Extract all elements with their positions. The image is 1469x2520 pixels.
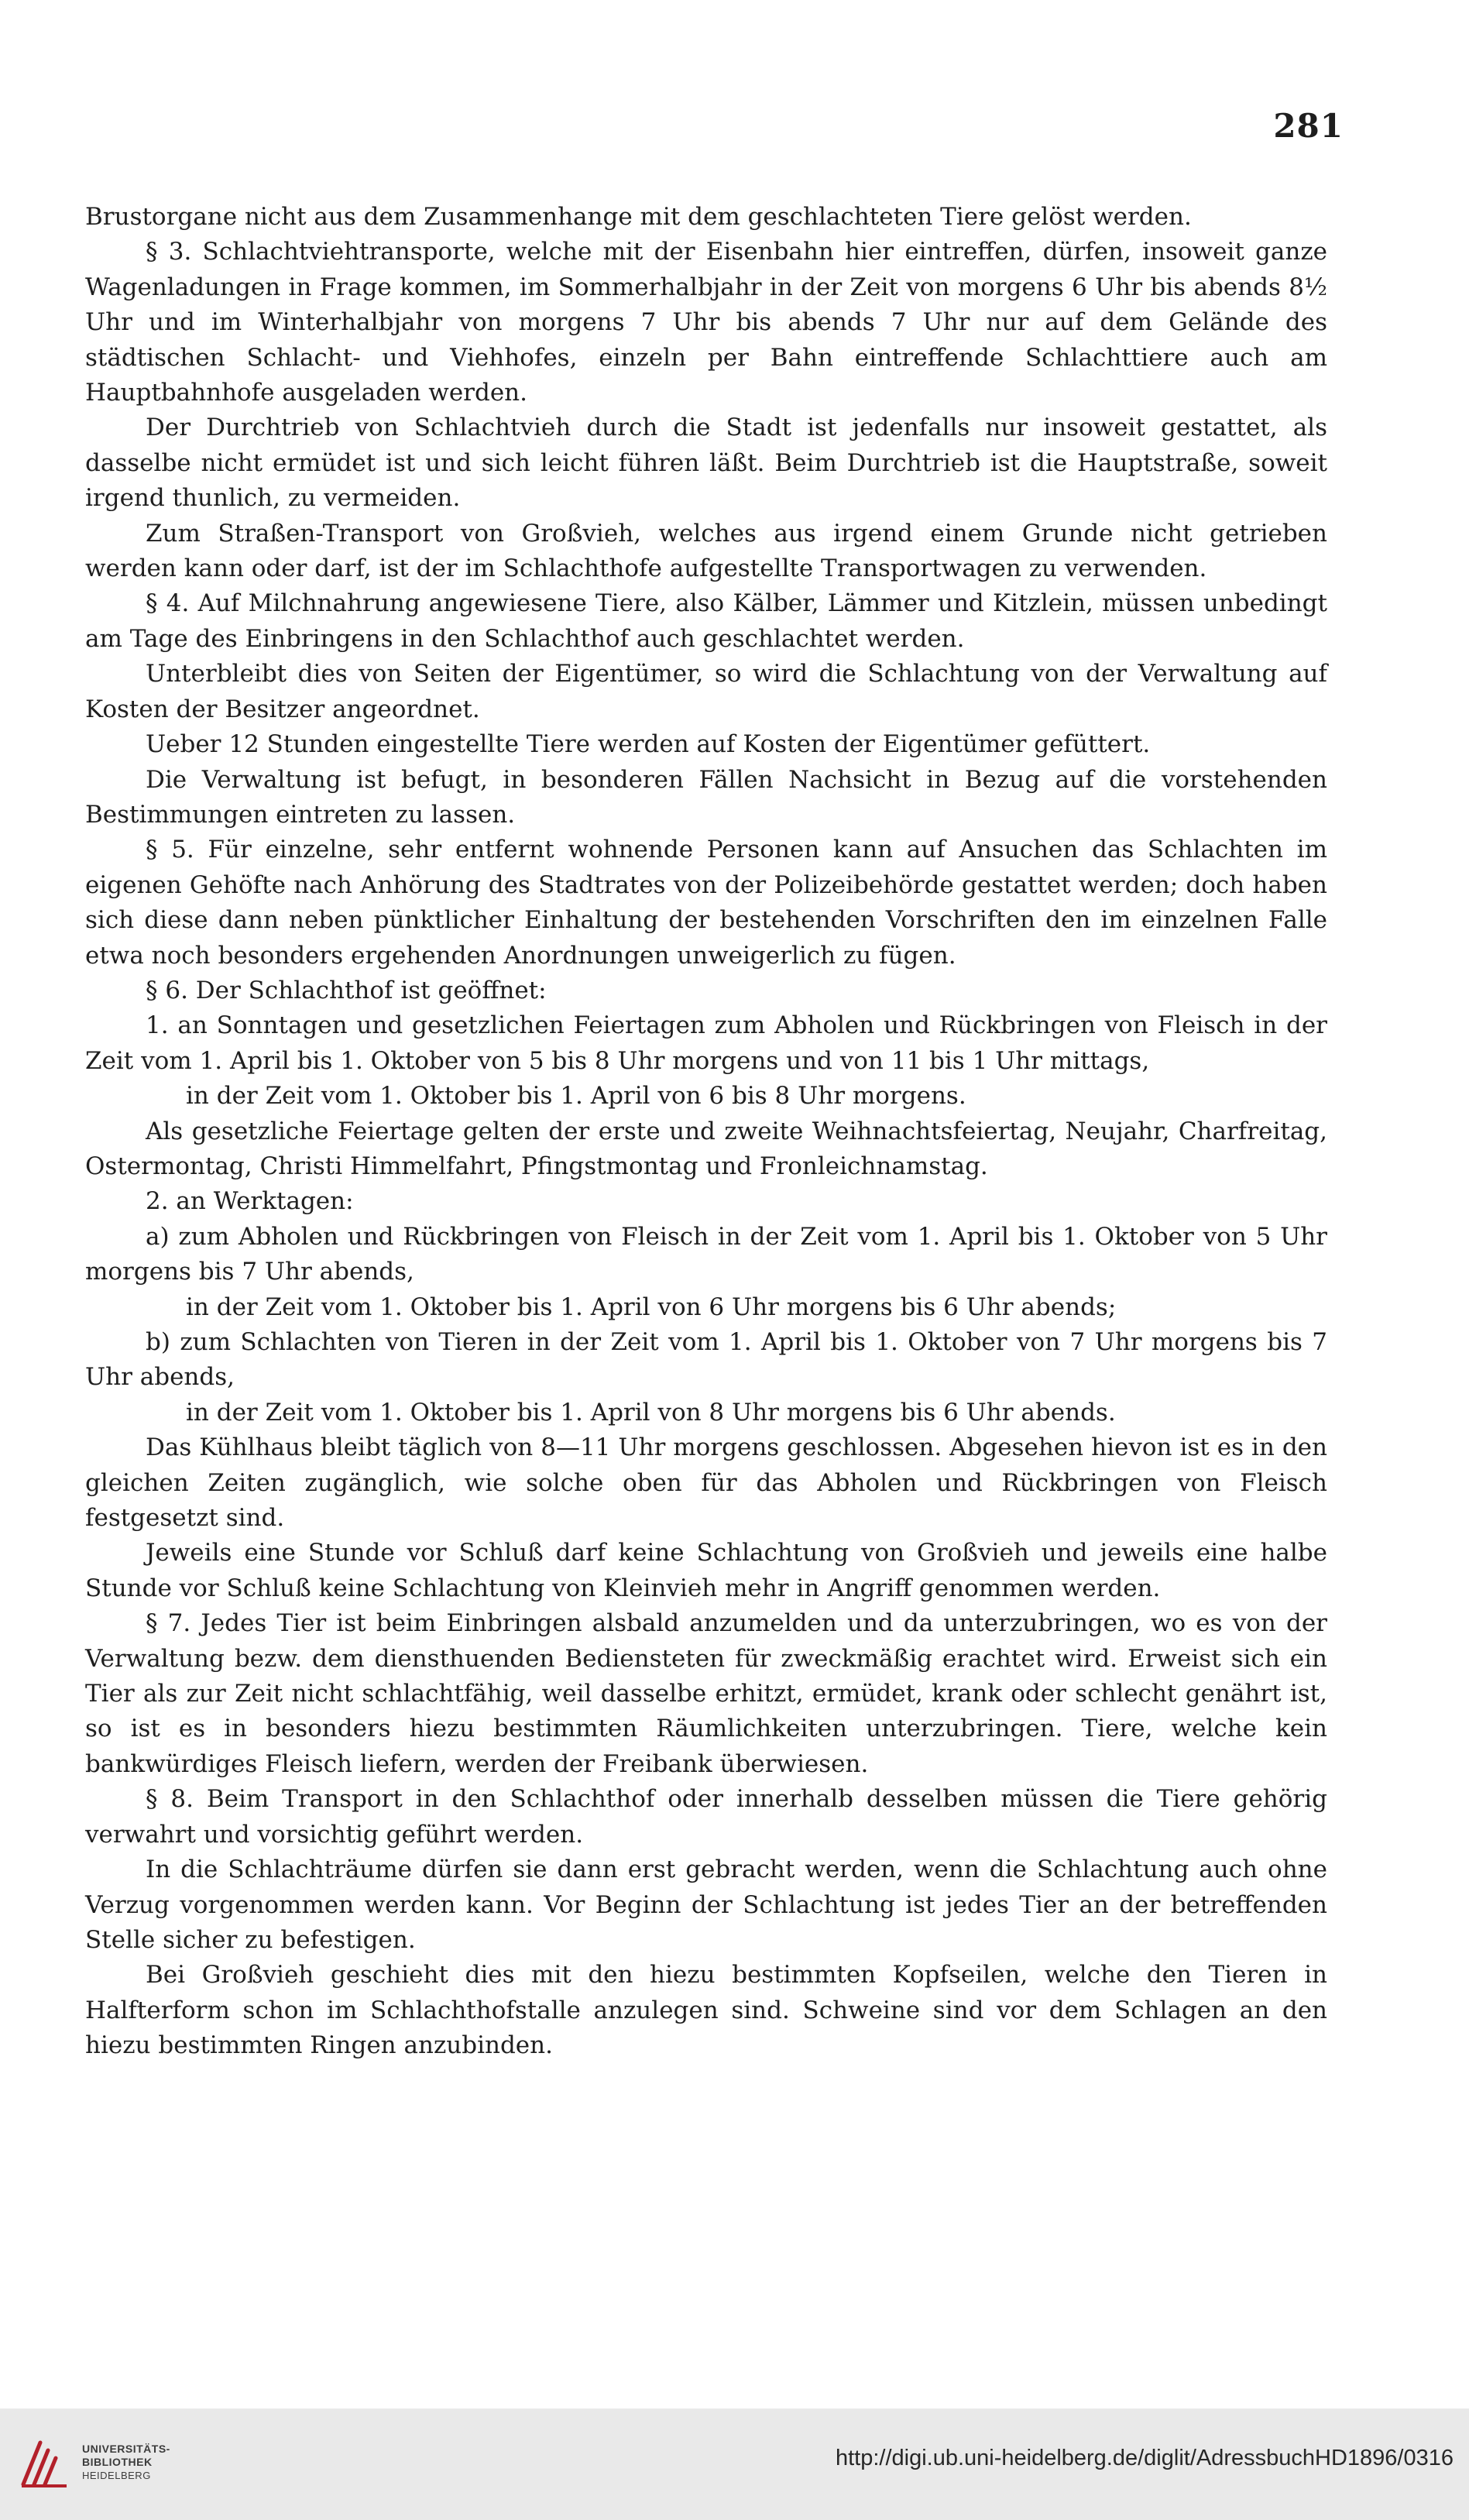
paragraph: § 4. Auf Milchnahrung angewiesene Tiere, also Kälber, Lämmer und Kitzlein, müssen unbedingt am Tage des Einbringens in den Schlachthof auch geschlachtet werden.	[85, 589, 1327, 653]
document-body	[85, 200, 1327, 2064]
paragraph: in der Zeit vom 1. Oktober bis 1. April von 6 Uhr morgens bis 6 Uhr abends;	[186, 1293, 1117, 1321]
paragraph: in der Zeit vom 1. Oktober bis 1. April von 8 Uhr morgens bis 6 Uhr abends.	[186, 1398, 1116, 1427]
source-url-link[interactable]: http://digi.ub.uni-heidelberg.de/diglit/AdressbuchHD1896/0316	[835, 2446, 1454, 2470]
paragraph: § 6. Der Schlachthof ist geöffnet:	[146, 976, 547, 1004]
paragraph: Die Verwaltung ist befugt, in besonderen Fällen Nachsicht in Bezug auf die vorstehenden Bestimmungen eintreten zu lassen.	[85, 765, 1327, 829]
paragraph: Brustorgane nicht aus dem Zusammenhange mit dem geschlachteten Tiere gelöst werden.	[85, 203, 1192, 231]
paragraph: 1. an Sonntagen und gesetzlichen Feiertagen zum Abholen und Rückbringen von Fleisch in der Zeit vom 1. April bis 1. Oktober von 5 bis 8 Uhr morgens und von 11 bis 1 Uhr mittags,	[85, 1011, 1327, 1075]
library-name-line1: UNIVERSITÄTS-	[82, 2443, 170, 2455]
paragraph: In die Schlachträume dürfen sie dann erst gebracht werden, wenn die Schlachtung auch ohne Verzug vorgenommen werden kann. Vor Beginn der Schlachtung ist jedes Tier an der betreffenden Stelle sicher zu befestigen.	[85, 1856, 1327, 1954]
footer-bar	[0, 2408, 1469, 2520]
paragraph: Als gesetzliche Feiertage gelten der erste und zweite Weihnachtsfeiertag, Neujahr, Charfreitag, Ostermontag, Christi Himmelfahrt, Pfingstmontag und Fronleichnamstag.	[85, 1117, 1327, 1180]
paragraph: Jeweils eine Stunde vor Schluß darf keine Schlachtung von Großvieh und jeweils eine halbe Stunde vor Schluß keine Schlachtung von Kleinvieh mehr in Angriff genommen werden.	[85, 1539, 1327, 1602]
paragraph: § 7. Jedes Tier ist beim Einbringen alsbald anzumelden und da unterzubringen, wo es von der Verwaltung bezw. dem diensthuenden Bediensteten für zweckmäßig erachtet wird. Erweist sich ein Tier als zur Zeit nicht schlachtfähig, weil dasselbe erhitzt, ermüdet, krank oder schlecht genährt ist, so ist es in besonders hiezu bestimmten Räumlichkeiten unterzubringen. Tiere, welche kein bankwürdiges Fleisch liefern, werden der Freibank überwiesen.	[85, 1609, 1327, 1778]
paragraph: Ueber 12 Stunden eingestellte Tiere werden auf Kosten der Eigentümer gefüttert.	[146, 730, 1151, 759]
paragraph: Zum Straßen-Transport von Großvieh, welches aus irgend einem Grunde nicht getrieben werden kann oder darf, ist der im Schlachthofe aufgestellte Transportwagen zu verwenden.	[85, 519, 1327, 583]
library-logo-text	[82, 2443, 170, 2482]
paragraph: Das Kühlhaus bleibt täglich von 8—11 Uhr morgens geschlossen. Abgesehen hievon ist es in den gleichen Zeiten zugänglich, wie solche oben für das Abholen und Rückbringen von Fleisch festgesetzt sind.	[85, 1433, 1327, 1533]
page-number: 281	[1273, 107, 1344, 145]
paragraph: § 8. Beim Transport in den Schlachthof oder innerhalb desselben müssen die Tiere gehörig verwahrt und vorsichtig geführt werden.	[85, 1785, 1327, 1849]
paragraph: a) zum Abholen und Rückbringen von Fleisch in der Zeit vom 1. April bis 1. Oktober von 5 Uhr morgens bis 7 Uhr abends,	[85, 1222, 1327, 1286]
paragraph: b) zum Schlachten von Tieren in der Zeit vom 1. April bis 1. Oktober von 7 Uhr morgens bis 7 Uhr abends,	[85, 1328, 1327, 1392]
paragraph: Bei Großvieh geschieht dies mit den hiezu bestimmten Kopfseilen, welche den Tieren in Halfterform schon im Schlachthofstalle anzulegen sind. Schweine sind vor dem Schlagen an den hiezu bestimmten Ringen anzubinden.	[85, 1961, 1327, 2060]
paragraph: in der Zeit vom 1. Oktober bis 1. April von 6 bis 8 Uhr morgens.	[186, 1082, 966, 1111]
library-name-line3: HEIDELBERG	[82, 2470, 151, 2481]
paragraph: § 5. Für einzelne, sehr entfernt wohnende Personen kann auf Ansuchen das Schlachten im eigenen Gehöfte nach Anhörung des Stadtrates von der Polizeibehörde gestattet werden; doch haben sich diese dann neben pünktlicher Einhaltung der bestehenden Vorschriften den im einzelnen Falle etwa noch besonders ergehenden Anordnungen unweigerlich zu fügen.	[85, 836, 1327, 970]
paragraph: Unterbleibt dies von Seiten der Eigentümer, so wird die Schlachtung von der Verwaltung auf Kosten der Besitzer angeordnet.	[85, 660, 1327, 723]
university-seal-icon	[17, 2436, 71, 2491]
paragraph: 2. an Werktagen:	[146, 1187, 354, 1216]
paragraph: Der Durchtrieb von Schlachtvieh durch die Stadt ist jedenfalls nur insoweit gestattet, als dasselbe nicht ermüdet ist und sich leicht führen läßt. Beim Durchtrieb ist die Hauptstraße, soweit irgend thunlich, zu vermeiden.	[85, 414, 1327, 513]
paragraph: § 3. Schlachtviehtransporte, welche mit der Eisenbahn hier eintreffen, dürfen, insoweit ganze Wagenladungen in Frage kommen, im Sommerhalbjahr in der Zeit von morgens 6 Uhr bis abends 8½ Uhr und im Winterhalbjahr von morgens 7 Uhr bis abends 7 Uhr nur auf dem Gelände des städtischen Schlacht- und Viehhofes, einzeln per Bahn eintreffende Schlachttiere auch am Hauptbahnhofe ausgeladen werden.	[85, 238, 1327, 407]
library-name-line2: BIBLIOTHEK	[82, 2456, 153, 2468]
